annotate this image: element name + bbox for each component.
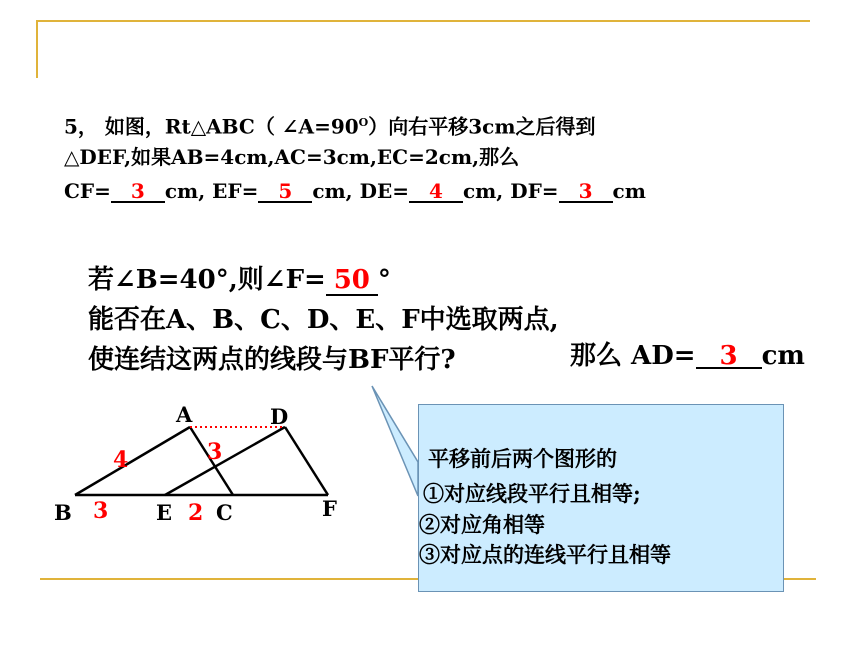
triangle-def — [165, 427, 328, 495]
callout-line-4: ③对应点的连线平行且相等 — [419, 542, 671, 567]
property-callout — [418, 404, 784, 592]
problem-line-3: CF= 3 cm, EF= 5 cm, DE= 4 cm, DF= 3 cm — [64, 179, 646, 203]
vertex-f-label: F — [322, 496, 337, 521]
problem-line-2: △DEF,如果AB=4cm,AC=3cm,EC=2cm,那么 — [64, 145, 520, 169]
length-ab-label: 4 — [113, 447, 129, 473]
de-answer: 4 — [409, 181, 463, 203]
callout-line-3: ②对应角相等 — [419, 512, 545, 537]
callout-line-1: 平移前后两个图形的 — [428, 446, 617, 471]
df-answer: 3 — [559, 181, 613, 203]
vertex-e-label: E — [156, 500, 173, 525]
length-be-label: 3 — [93, 498, 109, 524]
vertex-d-label: D — [270, 404, 289, 429]
ad-question: 那么 AD= 3 cm — [570, 341, 805, 371]
angle-question: 若∠B=40°,则∠F= 50 ° — [88, 265, 391, 295]
vertex-b-label: B — [54, 500, 72, 525]
length-ac-label: 3 — [207, 439, 223, 465]
callout-pointer — [372, 386, 418, 496]
problem-line-1: 5， 如图，Rt△ABC（ $\angle A=90^O$）向右平移3cm之后得到 — [64, 114, 596, 139]
parallel-question-line-2: 使连结这两点的线段与BF平行? — [88, 345, 456, 375]
angle-answer: 50 — [326, 266, 378, 296]
callout-line-2: ①对应线段平行且相等; — [423, 481, 641, 506]
parallel-question-line-1: 能否在A、B、C、D、E、F中选取两点, — [88, 305, 559, 335]
vertex-a-label: A — [176, 402, 193, 427]
length-ec-label: 2 — [188, 500, 204, 526]
vertex-c-label: C — [216, 500, 233, 525]
ef-answer: 5 — [258, 181, 312, 203]
ad-answer: 3 — [696, 345, 762, 369]
cf-answer: 3 — [111, 181, 165, 203]
